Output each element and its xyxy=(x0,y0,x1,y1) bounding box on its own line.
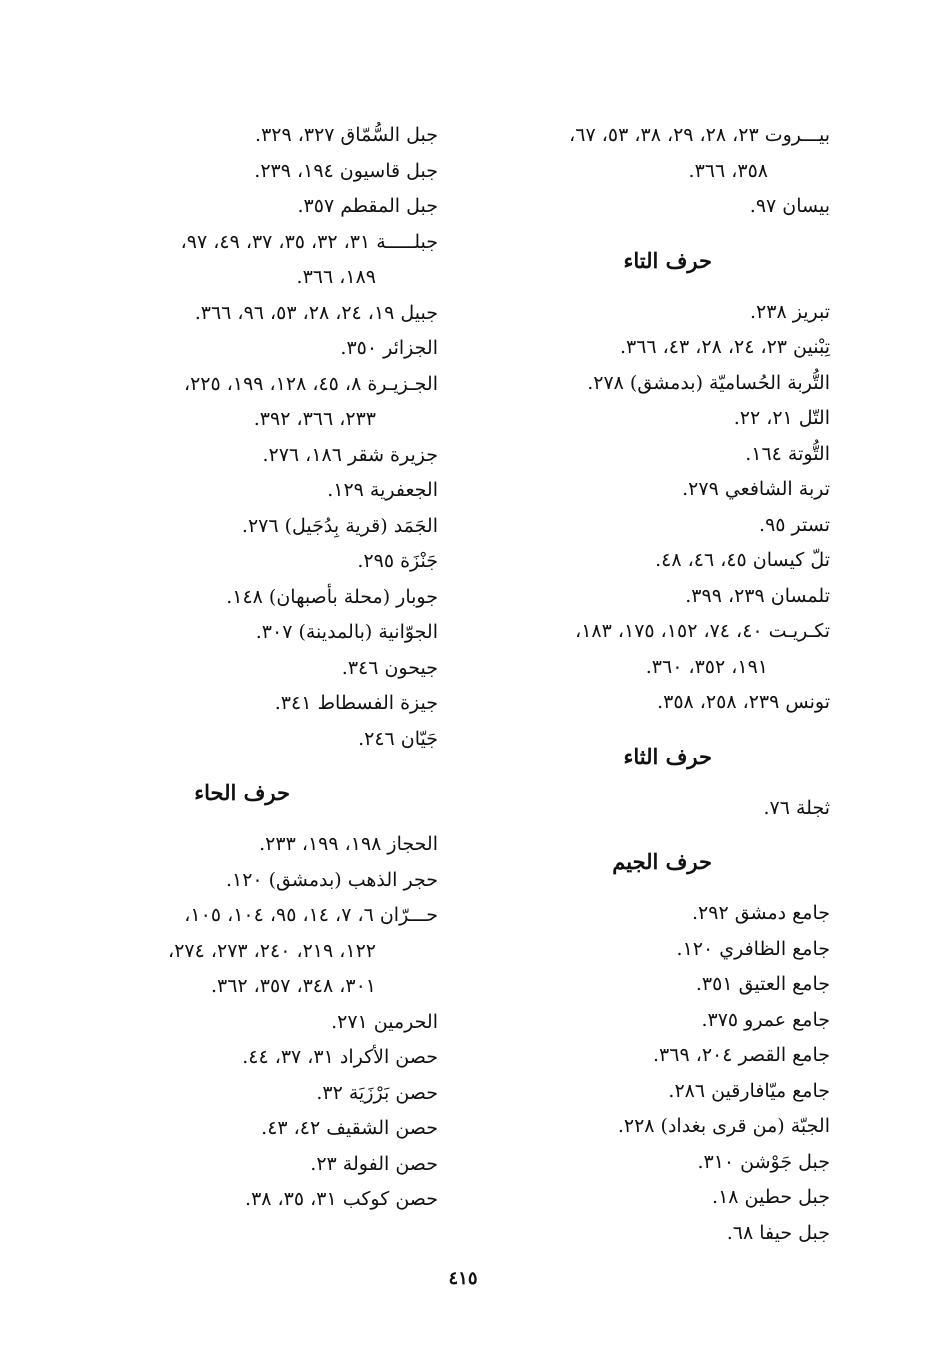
index-entry: حصن الشقيف ٤٢، ٤٣. xyxy=(261,1117,438,1139)
index-entry-continuation: ١٩١، ٣٥٢، ٣٦٠. xyxy=(645,655,768,678)
index-entry: الجـزيـرة ٨، ٤٥، ١٢٨، ١٩٩، ٢٢٥، xyxy=(183,372,438,395)
right-column xyxy=(474,118,830,1251)
index-entry: جامع الظافري ١٢٠. xyxy=(676,937,830,960)
index-entry: جامع القصر ٢٠٤، ٣٦٩. xyxy=(652,1044,830,1066)
index-entry: تبريز ٢٣٨. xyxy=(750,300,830,323)
index-entry: تكـريـت ٤٠، ٧٤، ١٥٢، ١٧٥، ١٨٣، xyxy=(575,620,830,642)
index-entry: حـــرّان ٦، ٧، ١٤، ٩٥، ١٠٤، ١٠٥، xyxy=(184,904,438,926)
index-entry-continuation: ٢٣٣، ٣٦٦، ٣٩٢. xyxy=(253,408,376,430)
index-entry: حصن الفولة ٢٣. xyxy=(310,1152,438,1175)
index-entry: ثجلة ٧٦. xyxy=(763,796,830,819)
index-entry: تِبْنين ٢٣، ٢٤، ٢٨، ٤٣، ٣٦٦. xyxy=(619,336,830,358)
index-entry: جبل المقطم ٣٥٧. xyxy=(297,195,438,217)
index-entry: الجعفرية ١٢٩. xyxy=(327,479,438,501)
index-entry: جبل السُّمّاق ٣٢٧، ٣٢٩. xyxy=(255,124,438,146)
index-entry: حصن بَرْزَيَة ٣٢. xyxy=(316,1081,438,1104)
index-entry: جبل حطين ١٨. xyxy=(712,1186,830,1208)
index-entry: جَنْزَة ٢٩٥. xyxy=(357,550,438,572)
index-entry-continuation: ٣٥٨، ٣٦٦. xyxy=(688,159,768,182)
index-entry: الحرمين ٢٧١. xyxy=(331,1010,438,1033)
index-entry: بيسان ٩٧. xyxy=(749,195,830,217)
section-heading: حرف الثاء xyxy=(623,743,712,769)
index-entry: جوبار (محلة بأصبهان) ١٤٨. xyxy=(226,585,438,608)
index-entry: بيـــروت ٢٣، ٢٨، ٢٩، ٣٨، ٥٣، ٦٧، xyxy=(569,124,830,146)
index-entry: جامع عمرو ٣٧٥. xyxy=(701,1008,830,1031)
index-entry: جامع دمشق ٢٩٢. xyxy=(691,902,830,924)
index-entry: الجَمَد (قرية بِدُجَيل) ٢٧٦. xyxy=(241,514,438,537)
index-entry: الحجاز ١٩٨، ١٩٩، ٢٣٣. xyxy=(259,833,438,855)
index-entry: جامع ميّافارقين ٢٨٦. xyxy=(668,1079,830,1102)
index-entry: جبل حيفا ٦٨. xyxy=(726,1221,830,1244)
index-entry: تونس ٢٣٩، ٢٥٨، ٣٥٨. xyxy=(657,691,830,713)
section-heading: حرف الجيم xyxy=(612,849,712,874)
index-entry: التُّوتة ١٦٤. xyxy=(745,442,830,465)
index-entry: تستر ٩٥. xyxy=(759,513,830,536)
index-entry: جيزة الفسطاط ٣٤١. xyxy=(274,692,438,714)
index-entry: جبلـــــة ٣١، ٣٢، ٣٥، ٣٧، ٤٩، ٩٧، xyxy=(180,230,438,253)
left-column xyxy=(80,118,438,1218)
index-entry: التُّربة الحُساميّة (بدمشق) ٢٧٨. xyxy=(587,371,830,394)
index-entry: جَيّان ٢٤٦. xyxy=(358,727,438,750)
index-entry: جزيرة شقر ١٨٦، ٢٧٦. xyxy=(262,443,438,466)
index-entry: الجوّانية (بالمدينة) ٣٠٧. xyxy=(255,621,438,643)
index-entry: تلمسان ٢٣٩، ٣٩٩. xyxy=(685,584,830,607)
index-entry: التّل ٢١، ٢٢. xyxy=(733,407,830,429)
index-entry: تربة الشافعي ٢٧٩. xyxy=(682,478,830,500)
index-entry: حجر الذهب (بدمشق) ١٢٠. xyxy=(225,868,438,891)
index-entry: جيحون ٣٤٦. xyxy=(341,656,438,679)
section-heading: حرف التاء xyxy=(623,247,712,273)
index-entry: جبل قاسيون ١٩٤، ٢٣٩. xyxy=(254,159,438,182)
index-entry: حصن الأكراد ٣١، ٣٧، ٤٤. xyxy=(242,1046,438,1068)
index-entry: تلّ كيسان ٤٥، ٤٦، ٤٨. xyxy=(655,549,830,571)
index-entry: جبل جَوْشن ٣١٠. xyxy=(697,1150,830,1173)
index-entry: حصن كوكب ٣١، ٣٥، ٣٨. xyxy=(245,1188,438,1210)
index-entry-continuation: ٣٠١، ٣٤٨، ٣٥٧، ٣٦٢. xyxy=(210,975,376,997)
index-entry: جبيل ١٩، ٢٤، ٢٨، ٥٣، ٩٦، ٣٦٦. xyxy=(194,301,438,324)
index-entry-continuation: ١٨٩، ٣٦٦. xyxy=(296,266,376,288)
section-heading: حرف الحاء xyxy=(194,780,290,805)
page-number: ٤١٥ xyxy=(448,1268,478,1289)
index-entry: الجزائر ٣٥٠. xyxy=(340,337,438,359)
index-entry-continuation: ١٢٢، ٢١٩، ٢٤٠، ٢٧٣، ٢٧٤، xyxy=(168,939,376,962)
index-entry: الجبّة (من قرى بغداد) ٢٢٨. xyxy=(617,1115,830,1137)
index-entry: جامع العتيق ٣٥١. xyxy=(695,973,830,995)
